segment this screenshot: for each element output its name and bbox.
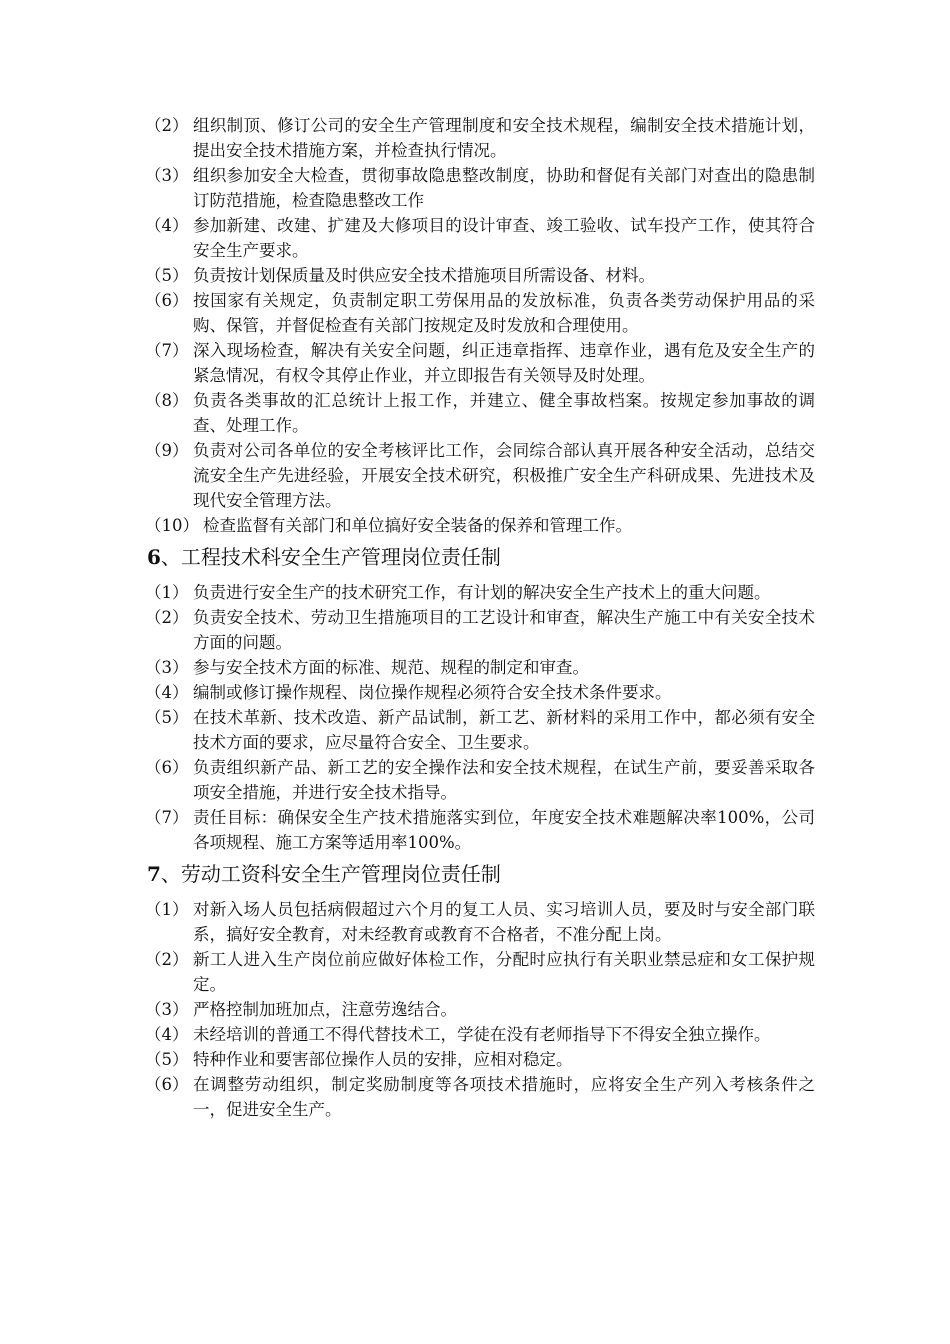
section6-list [145,580,815,855]
item-text: 编制或修订操作规程、岗位操作规程必须符合安全技术条件要求。 [193,683,672,702]
section-title: 、劳动工资科安全生产管理岗位责任制 [160,862,501,886]
item-number: （2） [145,116,189,135]
item-number: （5） [145,1050,189,1069]
list-item [145,288,815,338]
item-text: 在调整劳动组织，制定奖励制度等各项技术措施时，应将安全生产列入考核条件之一，促进安全生产。 [193,1075,815,1119]
item-text: 按国家有关规定，负责制定职工劳保用品的发放标准，负责各类劳动保护用品的采购、保管，并督促检查有关部门按规定及时发放和合理使用。 [193,291,815,335]
list-item [145,338,815,388]
item-number: （2） [145,608,189,627]
section-title: 、工程技术科安全生产管理岗位责任制 [160,545,501,569]
section5-list [145,113,815,538]
item-text: 检查监督有关部门和单位搞好安全装备的保养和管理工作。 [203,516,632,535]
item-number: （10） [145,516,199,535]
document-body [145,113,815,1122]
item-text: 未经培训的普通工不得代替技术工，学徒在没有老师指导下不得安全独立操作。 [193,1025,771,1044]
item-text: 参与安全技术方面的标准、规范、规程的制定和审查。 [193,658,589,677]
item-text: 特种作业和要害部位操作人员的安排，应相对稳定。 [193,1050,573,1069]
item-number: （7） [145,808,189,827]
item-number: （6） [145,758,189,777]
item-text: 组织参加安全大检查，贯彻事故隐患整改制度，协助和督促有关部门对查出的隐患制订防范措施，检查隐患整改工作 [193,166,815,210]
list-item [145,805,815,855]
list-item [145,263,815,288]
item-number: （1） [145,583,189,602]
item-text: 参加新建、改建、扩建及大修项目的设计审查、竣工验收、试车投产工作，使其符合安全生产要求。 [193,216,815,260]
item-text: 对新入场人员包括病假超过六个月的复工人员、实习培训人员，要及时与安全部门联系，搞好安全教育，对未经教育或教育不合格者，不准分配上岗。 [193,900,815,944]
item-text: 组织制顶、修订公司的安全生产管理制度和安全技术规程，编制安全技术措施计划，提出安全技术措施方案，并检查执行情况。 [193,116,815,160]
item-text: 负责对公司各单位的安全考核评比工作，会同综合部认真开展各种安全活动，总结交流安全生产先进经验，开展安全技术研究，积极推广安全生产科研成果、先进技术及现代安全管理方法。 [193,441,815,510]
list-item [145,580,815,605]
item-number: （4） [145,1025,189,1044]
list-item [145,513,815,538]
section7-list [145,897,815,1122]
item-number: （5） [145,266,189,285]
list-item [145,680,815,705]
list-item [145,655,815,680]
list-item [145,947,815,997]
section6-heading [145,542,815,572]
item-number: （3） [145,658,189,677]
item-number: （4） [145,216,189,235]
section-number: 6 [147,545,161,569]
section-number: 7 [147,862,161,886]
list-item [145,113,815,163]
list-item [145,897,815,947]
list-item [145,213,815,263]
item-text: 负责进行安全生产的技术研究工作，有计划的解决安全生产技术上的重大问题。 [193,583,771,602]
item-text: 严格控制加班加点，注意劳逸结合。 [193,1000,457,1019]
list-item [145,705,815,755]
list-item [145,388,815,438]
item-number: （7） [145,341,189,360]
list-item [145,1022,815,1047]
item-number: （5） [145,708,189,727]
item-number: （4） [145,683,189,702]
item-text: 在技术革新、技术改造、新产品试制，新工艺、新材料的采用工作中，都必须有安全技术方面的要求，应尽量符合安全、卫生要求。 [193,708,815,752]
list-item [145,605,815,655]
item-text: 负责按计划保质量及时供应安全技术措施项目所需设备、材料。 [193,266,655,285]
list-item [145,438,815,513]
item-number: （8） [145,391,189,410]
item-text: 责任目标：确保安全生产技术措施落实到位，年度安全技术难题解决率100%，公司各项规程、施工方案等适用率100%。 [193,808,815,852]
list-item [145,163,815,213]
list-item [145,1047,815,1072]
item-number: （9） [145,441,189,460]
list-item [145,997,815,1022]
list-item [145,1072,815,1122]
section7-heading [145,859,815,889]
item-number: （6） [145,1075,189,1094]
item-number: （6） [145,291,189,310]
item-number: （1） [145,900,189,919]
item-text: 深入现场检查，解决有关安全问题，纠正违章指挥、违章作业，遇有危及安全生产的紧急情况，有权令其停止作业，并立即报告有关领导及时处理。 [193,341,815,385]
item-text: 新工人进入生产岗位前应做好体检工作，分配时应执行有关职业禁忌症和女工保护规定。 [193,950,815,994]
item-text: 负责安全技术、劳动卫生措施项目的工艺设计和审查，解决生产施工中有关安全技术方面的问题。 [193,608,815,652]
list-item [145,755,815,805]
item-text: 负责各类事故的汇总统计上报工作，并建立、健全事故档案。按规定参加事故的调查、处理工作。 [193,391,815,435]
item-number: （3） [145,1000,189,1019]
item-text: 负责组织新产品、新工艺的安全操作法和安全技术规程，在试生产前，要妥善采取各项安全措施，并进行安全技术指导。 [193,758,815,802]
item-number: （2） [145,950,189,969]
item-number: （3） [145,166,189,185]
